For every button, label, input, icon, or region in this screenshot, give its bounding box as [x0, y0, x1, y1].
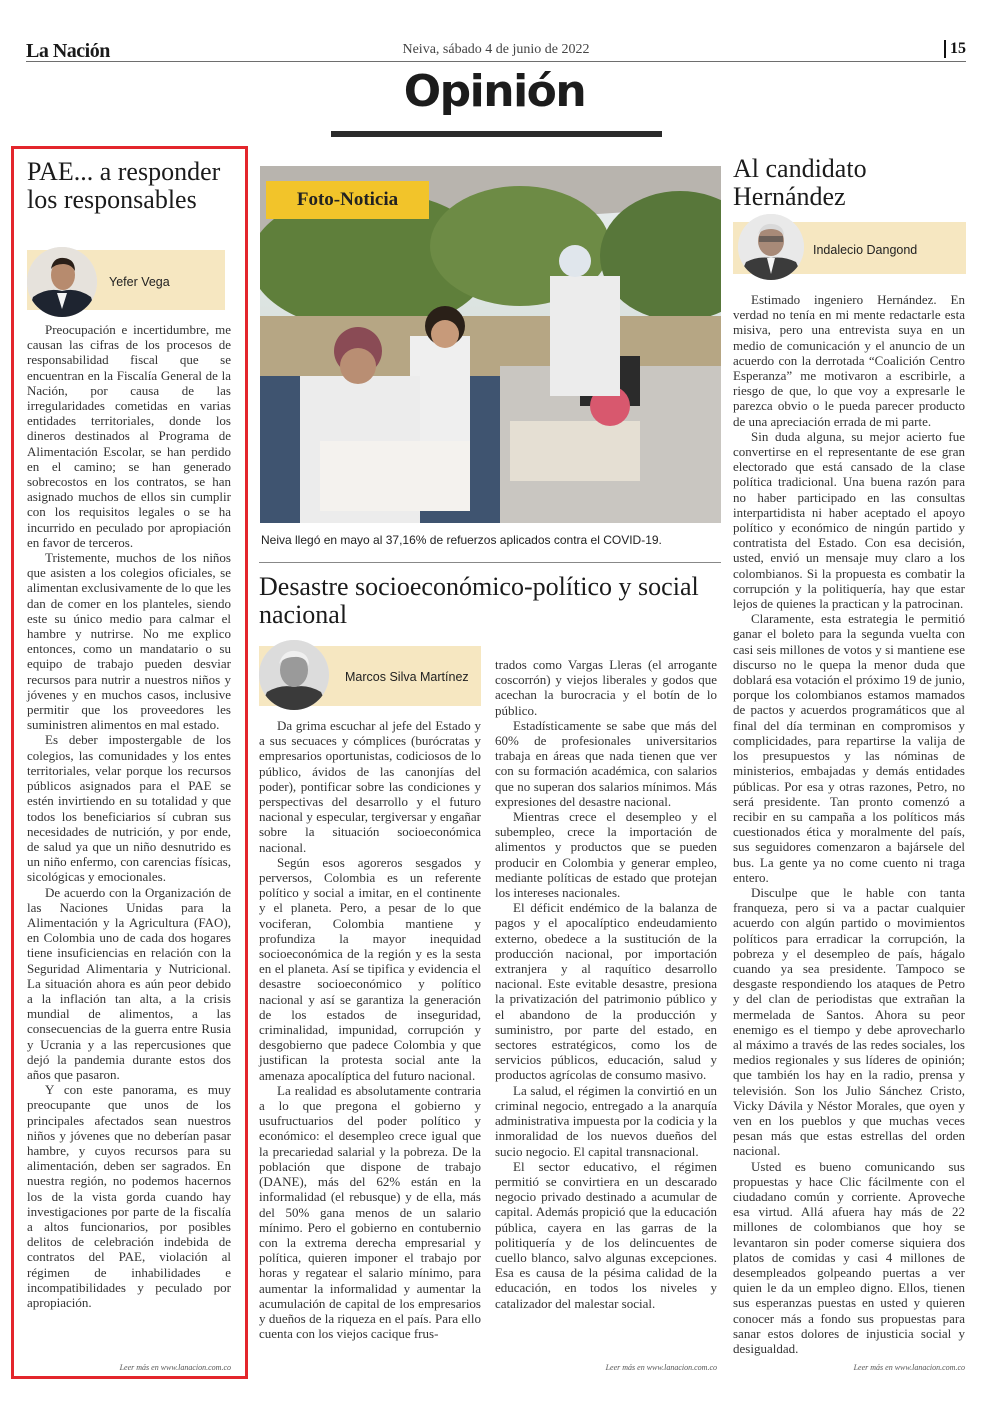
photo-caption: Neiva llegó en mayo al 37,16% de refuerzos aplicados contra el COVID-19. — [261, 533, 662, 547]
left-article-body — [27, 322, 231, 1310]
paragraph: La salud, el régimen la convirtió en un criminal negocio, entregado a la anarquía administrativa impuesta por la codicia y la inmoralidad de los nuevos dueños del sucio negocio. El capital transnacional. — [495, 1082, 717, 1159]
paragraph: Preocupación e incertidumbre, me causan las cifras de los procesos de responsabilidad fiscal que se encuentran en la Fiscalía General de la Nación, por causa de las irregularidades cometidas en varias entidades territoriales, donde los dineros destinados al Programa de Alimentación Escolar, se han perdido en el camino; se han generado sobrecostos en los contratos, se han asignado muchos de ellos sin cumplir con los requisitos legales o se ha incurrido en peculado por apropiación en favor de terceros. — [27, 322, 231, 550]
center-article-column-2 — [495, 657, 717, 1311]
read-more-link[interactable]: Leer más en www.lanacion.com.co — [119, 1363, 231, 1372]
section-divider — [331, 131, 662, 137]
paragraph: Es deber impostergable de los colegios, las comunidades y los entes territoriales, velar porque los recursos públicos asignados para el PAE se estén invirtiendo en su totalidad y que todos los beneficiarios sí cubran sus necesidades de nutrición, y por ende, de salud ya que un niño desnutrido es un niño enfermo, con carencias físicas, sicológicas y emocionales. — [27, 732, 231, 885]
author-photo-yefer-vega — [27, 247, 97, 317]
paragraph: Según esos agoreros sesgados y perversos, Colombia es un referente político y social a imitar, en el continente y el planeta. Pero, a pesar de lo que vociferan, Colombia mantiene y profundiza la mayor inequidad socioeconómica de la región y es la sesta en el planeta. Así se tipifica y evidencia el desastre socioeconómico y político nacional y así se garantiza la generación de los estados de inseguridad, criminalidad, impunidad, corrupción y desgobierno que padece Colombia y que justifican la protesta social ante la amenaza apocalíptica del futuro nacional. — [259, 854, 481, 1083]
paragraph: Sin duda alguna, su mejor acierto fue convertirse en el representante de ese gran electorado que está cansado de la clase política tradicional. Una buena razón para no haber participado en las consultas interpartidista ni haber aceptado el apoyo político y económico de ningún partido y contratista del Estado. Con esa decisión, usted, envió un mensaje muy claro a los colombianos. Si la propuesta es combatir la corrupción y la politiquería, hay que estar lejos de quienes la practican y la patrocinan. — [733, 428, 965, 612]
paragraph: El sector educativo, el régimen permitió se convirtiera en un descarado negocio privado destinado a acumular de capital. Además propició que la educación pública, cayera en las garras de la politiquería y de los delincuentes de cuello blanco, salvo algunas excepciones. Esa es causa de la pésima calidad de la educación, en todos los niveles y catalizador del malestar social. — [495, 1158, 717, 1311]
read-more-link[interactable]: Leer más en www.lanacion.com.co — [605, 1363, 717, 1372]
paragraph: Tristemente, muchos de los niños que asisten a los colegios oficiales, se alimentan exclusivamente de lo que les dan de comer en los planteles, siendo este su único medio para calmar el hambre y nutrirse. No me explico entonces, como un mandatario o su equipo de trabajo pueden desviar recursos para nutrir a nuestros niños y jóvenes y en muchos casos, inclusive permitir que los proveedores les suministren alimentos en mal estado. — [27, 550, 231, 733]
center-article-author: Marcos Silva Martínez — [345, 670, 469, 684]
read-more-link[interactable]: Leer más en www.lanacion.com.co — [853, 1363, 965, 1372]
center-article-column-1 — [259, 718, 481, 1341]
paragraph: Da grima escuchar al jefe del Estado y a sus secuaces y cómplices (burócratas y empresarios oportunistas, codiciosos de lo público, ávidos de las canonjías del poder), pontificar sobre las condiciones y perspectivas del desarrollo y el futuro nacional y especular, tergiversar y engañar sobre la situación socioeconómica nacional. — [259, 718, 481, 855]
photo-news-tag — [266, 181, 429, 219]
right-article-author: Indalecio Dangond — [813, 243, 918, 257]
paragraph: Mientras crece el desempleo y el subempleo, crece la importación de alimentos y productos que se pueden producir en Colombia y generar empleo, mediante políticas de estado que protejan los intereses nacionales. — [495, 809, 717, 901]
section-title: Opinión — [403, 66, 586, 117]
paragraph: De acuerdo con la Organización de las Naciones Unidas para la Alimentación y la Agricultura (FAO), en Colombia uno de cada dos hogares tiene insuficiencias en relación con la Seguridad Alimentaria y Nutricional. La situación ahora es aún peor debido a la inflación tan alta, a la crisis mundial de alimentos, a las consecuencias de la guerra entre Rusia y Ucrania y a las repercusiones que dejó la pandemia durante estos dos años que pasaron. — [27, 884, 231, 1082]
paragraph: La realidad es absolutamente contraria a lo que pregona el gobierno y usufructuarios del poder político y económico: el desempleo crece igual que la precariedad salarial y la pobreza. De la población que dispone de trabajo (DANE), más del 62% están en la informalidad (el rebusque) y de ella, más del 50% gana menos de un salario mínimo. Pero el gobierno en contubernio con la extrema derecha empresarial y política, quieren imponer el trabajo por horas y regatear el salario mínimo, para aumentar la informalidad y aumentar la acumulación de capital de los empresarios y dueños de la riqueza en el país. Para ello cuenta con los viejos cacique frus- — [259, 1082, 481, 1342]
paragraph: Disculpe que le hable con tanta franqueza, pero si va a pactar cualquier acuerdo con algún partido o movimientos políticos para erradicar la corrupción, la pobreza y el desempleo de país, hágalo cuando ya sea presidente. Tampoco se desgaste respondiendo los ataques de Petro y del clan de periodistas que extrañan la mermelada de Santos. Ahora su peor enemigo es el tiempo y debe aprovecharlo al máximo a través de las redes sociales, los medios regionales y sus líderes de opinión; que también los hay en la radio, prensa y televisión. Son los Julio Sánchez Cristo, Vicky Dávila y Néstor Morales, que oyen y ven en los pueblos y que muchas veces pesan más que estas estrellas del orden nacional. — [733, 884, 965, 1159]
paragraph: El déficit endémico de la balanza de pagos y el apocalíptico endeudamiento externo, obedece a la sustitución de la producción nacional, por importación extranjera y al raquítico desarrollo nacional. Este evitable desastre, presiona la privatización del patrimonio público y el abandono de la producción y suministro, por parte del estado, en sectores estratégicos, como los de servicios públicos, educación, salud y productos agrícolas de consumo masivo. — [495, 900, 717, 1083]
masthead — [26, 38, 966, 62]
left-article-author: Yefer Vega — [109, 275, 170, 289]
paragraph: Y con este panorama, es muy preocupante que unos de los principales afectados sean nuestros niños y jóvenes que no deberían pasar hambre, y cuyos recursos para su alimentación, deben ser sagrados. En nuestra región, no podemos hacernos los de la vista gorda cuando hay investigaciones por parte de la fiscalía a altos funcionarios, por posibles delitos de celebración indebida de contratos del PAE, violación al régimen de inhabilidades e incompatibilidades y peculado por apropiación. — [27, 1082, 231, 1310]
paragraph: trados como Vargas Lleras (el arrogante coscorrón) y viejos liberales y godos que acechan la burocracia y el botín de lo público. — [495, 657, 717, 718]
paragraph: Estadísticamente se sabe que más del 60% de profesionales universitarios trabaja en áreas que nada tienen que ver con su formación académica, con salarios que no superan dos salarios mínimos. Más expresiones del desastre nacional. — [495, 717, 717, 809]
page-number: 15 — [944, 40, 966, 58]
paragraph: Claramente, esta estrategia le permitió ganar el boleto para la segunda vuelta con casi seis millones de votos y si mantiene ese discurso no le quepa la menor duda que doblará esa votación el próximo 19 de junio, porque los colombianos estamos mamados de pactos y acuerdos programáticos que al final del día terminan en compromisos y complicidades, para repartirse la valija de los presupuestos y las nóminas de ministerios, embajadas y demás entidades públicas. Por esa y otras razones, Petro, no será presidente. Tan pronto comenzó a recibir en su campaña a los políticos más cuestionados ética y moralmente del país, sus seguidores comenzaron a bajársele del bus. La gente ya no come cuento ni traga entero. — [733, 611, 965, 885]
issue-date: Neiva, sábado 4 de junio de 2022 — [402, 42, 590, 57]
center-article-headline: Desastre socioeconómico-político y social nacional — [259, 572, 699, 630]
paragraph: Estimado ingeniero Hernández. En verdad no tenía en mi mente redactarle esta misiva, pero una entrevista suya en un medio de comunicación y el anuncio de un acuerdo con la derrotada “Coalición Centro Esperanza” me motivaron a escribirle, a riesgo de que, lo que voy a expresarle le parezca obvio o le pueda parecer producto de una apreciación errada de mi parte. — [733, 292, 965, 429]
newspaper-logo[interactable]: La Nación — [26, 40, 110, 62]
author-photo-indalecio-dangond — [738, 214, 804, 280]
right-article-headline: Al candidato Hernández — [733, 154, 867, 212]
left-article-headline: PAE... a responder los responsables — [27, 157, 221, 215]
paragraph: Usted es bueno comunicando sus propuestas y hace Clic fácilmente con el ciudadano común y corriente. Aproveche esa virtud. Allá afuera hay más de 22 millones de colombianos que hoy se levantaron sin poder comerse siquiera dos platos de comidas y casi 4 millones de desempleados golpeando puertas a ver quien le da un empleo digno. Ellos, tienen sus esperanzas puestas en usted y quieren conocer más a fondo sus propuestas para sanar estos dolores de injusticia social y desigualdad. — [733, 1158, 965, 1357]
photo-news-tag-label: Foto-Noticia — [296, 189, 399, 210]
right-article-body — [733, 292, 965, 1356]
caption-divider — [259, 562, 721, 563]
news-photo — [260, 166, 721, 523]
author-photo-marcos-silva — [259, 640, 329, 710]
